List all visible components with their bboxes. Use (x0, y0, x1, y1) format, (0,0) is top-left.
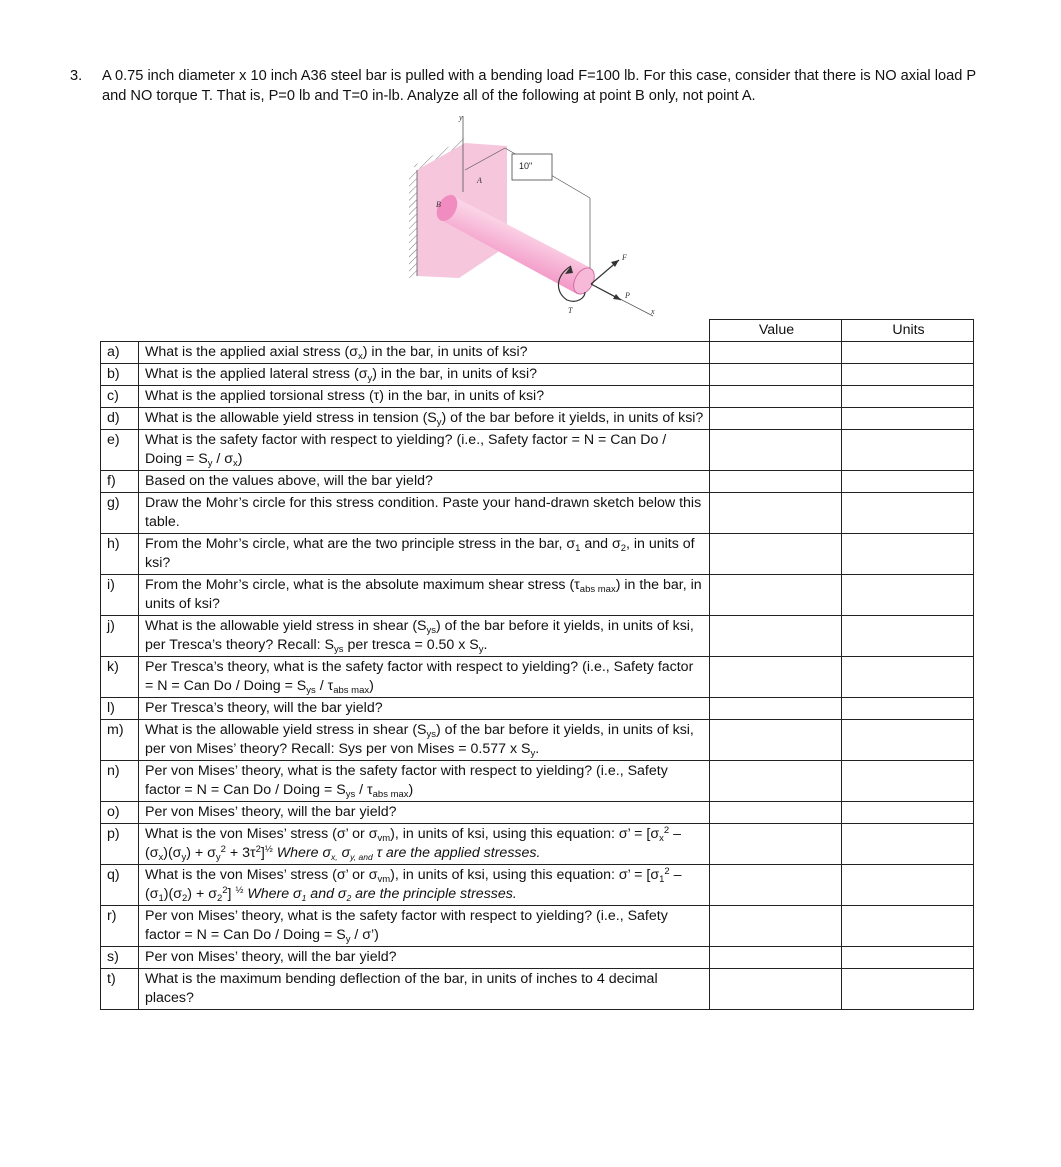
question-label: f) (101, 471, 139, 493)
question-label: m) (101, 720, 139, 761)
header-blank-question (139, 320, 710, 342)
answer-value-cell[interactable] (710, 342, 842, 364)
answer-units-cell[interactable] (842, 947, 974, 969)
answer-units-cell[interactable] (842, 364, 974, 386)
table-row (101, 698, 974, 720)
question-text-part: 2 (663, 825, 670, 836)
header-blank-label (101, 320, 139, 342)
answer-units-cell[interactable] (842, 698, 974, 720)
question-label: k) (101, 657, 139, 698)
answer-units-cell[interactable] (842, 720, 974, 761)
question-text-part: ys (426, 729, 437, 740)
answer-units-cell[interactable] (842, 761, 974, 802)
question-text-part: ] (260, 845, 265, 861)
answer-value-cell[interactable] (710, 493, 842, 534)
question-label: l) (101, 698, 139, 720)
question-text-part: ) in the bar, in units of ksi? (372, 366, 538, 382)
question-text-part: ys (334, 644, 344, 655)
question-text (139, 408, 710, 430)
answer-units-cell[interactable] (842, 865, 974, 906)
question-text-part: Per Tresca’s theory, will the bar yield? (145, 700, 383, 716)
answer-value-cell[interactable] (710, 534, 842, 575)
question-text-part: 1 (301, 893, 307, 903)
question-text-part: – (σ (145, 867, 682, 902)
question-text (139, 824, 710, 865)
question-text-part: What is the applied lateral stress (σ (145, 366, 368, 382)
answer-value-cell[interactable] (710, 616, 842, 657)
answer-value-cell[interactable] (710, 761, 842, 802)
answer-value-cell[interactable] (710, 575, 842, 616)
question-text-part: per tresca = 0.50 x S (343, 637, 479, 653)
question-label: c) (101, 386, 139, 408)
question-text-part: What is the maximum bending deflection of the bar, in units of inches to 4 decimal places? (145, 971, 658, 1006)
table-row (101, 657, 974, 698)
question-text-part: ½ (235, 885, 244, 896)
question-text-part: y, and (350, 852, 373, 862)
answer-value-cell[interactable] (710, 408, 842, 430)
question-text-part: From the Mohr’s circle, what are the two principle stress in the bar, σ (145, 536, 576, 552)
answer-units-cell[interactable] (842, 616, 974, 657)
question-text-part: / τ (315, 678, 334, 694)
question-text-part: . (535, 741, 540, 757)
question-label: o) (101, 802, 139, 824)
question-label: b) (101, 364, 139, 386)
question-label: p) (101, 824, 139, 865)
question-text-part: abs max (372, 789, 409, 800)
question-text-part: ) (237, 451, 243, 467)
question-text-part: x (233, 458, 238, 469)
question-text-part: x (358, 351, 363, 362)
question-text-part: σ (337, 845, 351, 861)
answer-value-cell[interactable] (710, 657, 842, 698)
table-row (101, 865, 974, 906)
table-row (101, 471, 974, 493)
answer-units-cell[interactable] (842, 408, 974, 430)
header-units: Units (842, 320, 974, 342)
question-text-part: Per von Mises’ theory, what is the safety factor with respect to yielding? (i.e., Safety factor = N = Can Do / Doing = S (145, 763, 668, 798)
question-label: d) (101, 408, 139, 430)
torque-t-label: T (568, 306, 573, 315)
question-text-part: What is the allowable yield stress in shear (S (145, 722, 427, 738)
question-text-part: / σ’) (350, 927, 379, 943)
dim-label: 10" (519, 161, 533, 171)
question-text (139, 471, 710, 493)
question-text (139, 616, 710, 657)
cantilever-bar-diagram (395, 108, 670, 318)
answer-value-cell[interactable] (710, 471, 842, 493)
question-text-part: ) + σ (187, 886, 217, 902)
table-row (101, 969, 974, 1010)
answer-units-cell[interactable] (842, 802, 974, 824)
question-text (139, 493, 710, 534)
question-text-part: and σ (306, 886, 347, 902)
question-text-part: Draw the Mohr’s circle for this stress condition. Paste your hand-drawn sketch below this table. (145, 495, 702, 530)
answer-units-cell[interactable] (842, 534, 974, 575)
question-text-part: . (483, 637, 488, 653)
question-text (139, 364, 710, 386)
question-text-part: y (345, 934, 351, 945)
question-text-part: ] (227, 886, 236, 902)
wall-hatch-left (409, 170, 417, 278)
question-text-part: ) of the bar before it yields, in units of ksi, per Tresca’s theory? Recall: S (145, 618, 694, 653)
question-text-part: 1 (659, 874, 665, 885)
question-text-part: 1 (575, 543, 581, 554)
table-row (101, 342, 974, 364)
question-label: r) (101, 906, 139, 947)
cantilever-bar-figure (395, 108, 670, 318)
answer-units-cell[interactable] (842, 493, 974, 534)
question-text (139, 534, 710, 575)
answer-value-cell[interactable] (710, 698, 842, 720)
question-label: j) (101, 616, 139, 657)
answer-units-cell[interactable] (842, 342, 974, 364)
answer-units-cell[interactable] (842, 471, 974, 493)
answer-value-cell[interactable] (710, 720, 842, 761)
x-axis-label: x (651, 307, 655, 316)
question-text-part: From the Mohr’s circle, what is the absolute maximum shear stress (τ (145, 577, 580, 593)
answer-value-cell[interactable] (710, 865, 842, 906)
question-text-part: ) of the bar before it yields, in units of ksi? (441, 410, 704, 426)
table-row (101, 386, 974, 408)
answer-units-cell[interactable] (842, 386, 974, 408)
question-text-part: abs max (333, 685, 370, 696)
question-text-part: vm (377, 833, 391, 844)
question-text-part: ys (426, 625, 437, 636)
question-text-part: ) of the bar before it yields, in units of ksi, per von Mises’ theory? Recall: Sys per von Mises = 0.577 x S (145, 722, 694, 757)
question-text-part: / τ (355, 782, 373, 798)
question-text-part: 2 (620, 543, 626, 554)
table-row (101, 575, 974, 616)
question-text-part: 2 (255, 844, 261, 855)
axial-p-arrowhead (613, 294, 621, 300)
question-text-part: What is the applied torsional stress (τ) in the bar, in units of ksi? (145, 388, 545, 404)
question-text-part: 2 (182, 893, 188, 904)
question-text-part: What is the von Mises’ stress (σ’ or σ (145, 826, 378, 842)
question-text-part: What is the allowable yield stress in tension (S (145, 410, 437, 426)
header-value: Value (710, 320, 842, 342)
question-text-part: What is the von Mises’ stress (σ’ or σ (145, 867, 378, 883)
question-text-part: x, (331, 852, 338, 862)
question-text-part: y (530, 748, 536, 759)
answer-units-cell[interactable] (842, 906, 974, 947)
question-text-part: Per Tresca’s theory, what is the safety factor with respect to yielding? (i.e., Safety factor = N = Can Do / Doing = S (145, 659, 694, 694)
table-row (101, 408, 974, 430)
answer-value-cell[interactable] (710, 824, 842, 865)
question-text-part: y (207, 458, 213, 469)
answer-value-cell[interactable] (710, 906, 842, 947)
question-text (139, 575, 710, 616)
table-row (101, 947, 974, 969)
question-text (139, 947, 710, 969)
question-text-part: What is the safety factor with respect to yielding? (i.e., Safety factor = N = Can Do / Doing = S (145, 432, 667, 467)
question-text (139, 386, 710, 408)
question-text-part: ) in the bar, in units of ksi? (362, 344, 528, 360)
question-label: e) (101, 430, 139, 471)
question-text-part: y (215, 852, 221, 863)
question-text (139, 906, 710, 947)
table-row (101, 720, 974, 761)
question-text-part: Per von Mises’ theory, will the bar yield? (145, 804, 397, 820)
problem-number: 3. (70, 68, 83, 84)
table-row (101, 430, 974, 471)
question-label: t) (101, 969, 139, 1010)
question-label: g) (101, 493, 139, 534)
question-text-part: Where σ (276, 845, 332, 861)
answer-units-cell[interactable] (842, 824, 974, 865)
question-text-part: – (σ (145, 826, 681, 861)
answer-units-cell[interactable] (842, 430, 974, 471)
question-text-part: + 3τ (225, 845, 256, 861)
question-text-part: )(σ (163, 886, 182, 902)
point-a-label: A (477, 176, 482, 185)
answer-value-cell[interactable] (710, 430, 842, 471)
table-row (101, 493, 974, 534)
answer-value-cell[interactable] (710, 947, 842, 969)
question-text-part: / σ (212, 451, 234, 467)
question-text (139, 698, 710, 720)
question-text-part: What is the applied axial stress (σ (145, 344, 358, 360)
question-text-part: ) in the bar, in units of ksi? (145, 577, 702, 612)
question-text-part: ), in units of ksi, using this equation: σ’ = [σ (390, 867, 660, 883)
question-text-part: τ are the applied stresses. (372, 845, 541, 861)
question-text-part: y (181, 852, 187, 863)
table-row (101, 534, 974, 575)
answer-value-cell[interactable] (710, 969, 842, 1010)
table-row (101, 761, 974, 802)
question-text (139, 761, 710, 802)
question-text-part: ) + σ (186, 845, 216, 861)
question-text-part: ½ (264, 844, 273, 855)
table-row (101, 616, 974, 657)
question-text-part: )(σ (163, 845, 182, 861)
question-text-part: vm (377, 874, 391, 885)
question-text-part: x (659, 833, 664, 844)
answer-units-cell[interactable] (842, 575, 974, 616)
question-text (139, 802, 710, 824)
question-text-part: Per von Mises’ theory, what is the safety factor with respect to yielding? (i.e., Safety factor = N = Can Do / Doing = S (145, 908, 668, 943)
question-text (139, 342, 710, 364)
axial-p-label: P (625, 291, 630, 300)
question-label: h) (101, 534, 139, 575)
question-text-part: 2 (222, 885, 228, 896)
question-text-part: ), in units of ksi, using this equation: σ’ = [σ (390, 826, 660, 842)
questions-table (100, 319, 974, 1010)
question-text-part: y (478, 644, 484, 655)
question-text-part: ys (345, 789, 356, 800)
question-text-part: 2 (220, 844, 226, 855)
question-text-part: Per von Mises’ theory, will the bar yield? (145, 949, 397, 965)
question-label: a) (101, 342, 139, 364)
question-text-part: 2 (346, 893, 352, 903)
question-text-part: ) (408, 782, 414, 798)
force-f-label: F (622, 253, 627, 262)
answer-units-cell[interactable] (842, 657, 974, 698)
question-text-part: y (367, 373, 373, 384)
question-text-part: and σ (580, 536, 621, 552)
question-text-part: , in units of ksi? (145, 536, 695, 571)
question-text-part: Based on the values above, will the bar yield? (145, 473, 433, 489)
question-text-part: 1 (158, 893, 164, 904)
question-text-part: 2 (216, 893, 223, 904)
question-label: i) (101, 575, 139, 616)
answer-value-cell[interactable] (710, 802, 842, 824)
question-text-part: y (436, 417, 442, 428)
question-text-part: What is the allowable yield stress in shear (S (145, 618, 427, 634)
question-text-part: 2 (664, 866, 670, 877)
question-text (139, 720, 710, 761)
question-text-part: are the principle stresses. (351, 886, 517, 902)
question-label: n) (101, 761, 139, 802)
answer-value-cell[interactable] (710, 364, 842, 386)
question-text-part: Where σ (247, 886, 302, 902)
table-header-row (101, 320, 974, 342)
question-label: q) (101, 865, 139, 906)
question-text (139, 865, 710, 906)
question-text (139, 657, 710, 698)
question-label: s) (101, 947, 139, 969)
question-text-part: x (158, 852, 164, 863)
answer-units-cell[interactable] (842, 969, 974, 1010)
question-text (139, 430, 710, 471)
table-row (101, 824, 974, 865)
question-text-part: ys (306, 685, 316, 696)
table-row (101, 364, 974, 386)
problem-text: A 0.75 inch diameter x 10 inch A36 steel bar is pulled with a bending load F=100 lb. For this case, consider that there is NO axial load P and NO torque T. That is, P=0 lb and T=0 in-lb. Analyze all of the following at point B only, not point A. (102, 68, 976, 104)
answer-value-cell[interactable] (710, 386, 842, 408)
table-row (101, 802, 974, 824)
point-b-label: B (436, 200, 441, 209)
question-text (139, 969, 710, 1010)
question-text-part: ) (369, 678, 374, 694)
y-axis-label: y (459, 113, 463, 122)
question-text-part: abs max (579, 584, 616, 595)
table-row (101, 906, 974, 947)
